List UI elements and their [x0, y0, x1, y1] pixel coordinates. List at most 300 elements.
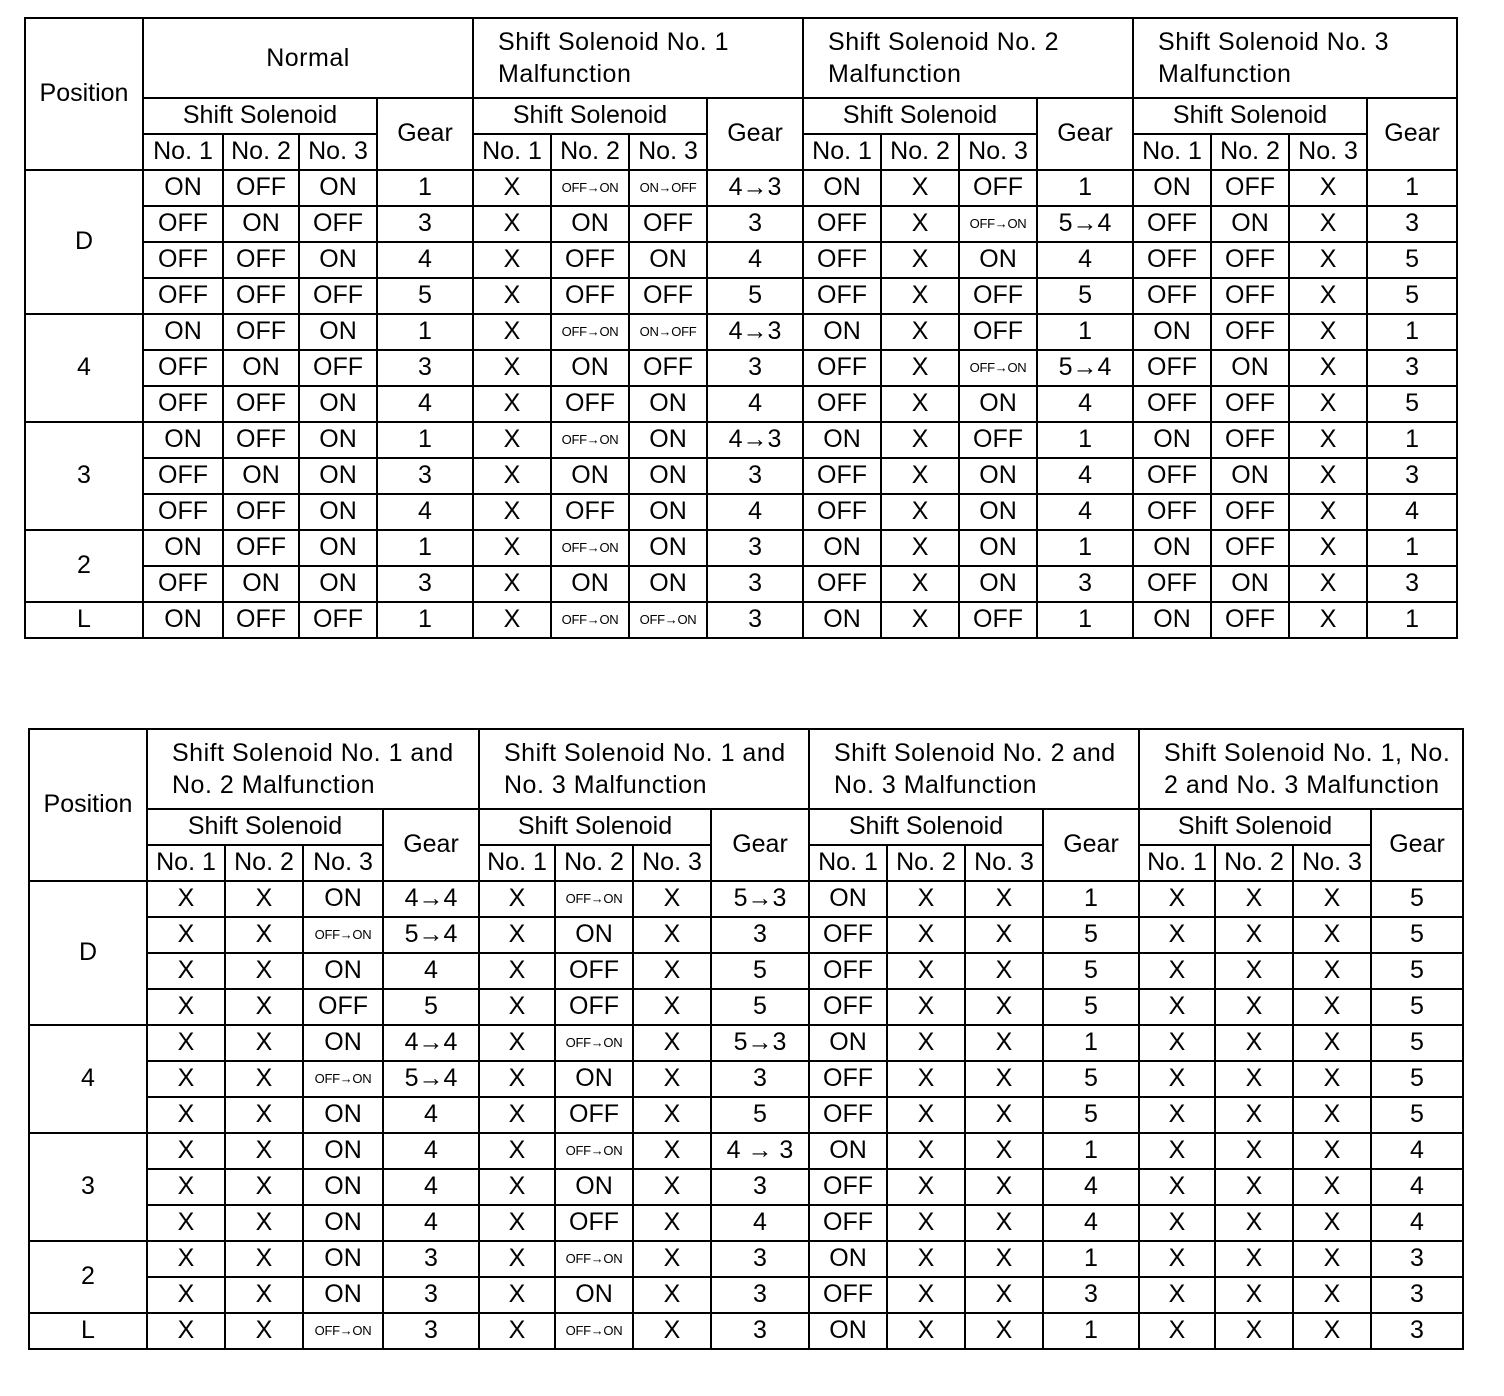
solenoid-number-header: No. 2 — [223, 134, 299, 170]
solenoid-state-cell: X — [225, 881, 303, 917]
solenoid-state-cell: ON — [629, 494, 707, 530]
gear-cell: 5 — [1043, 953, 1139, 989]
solenoid-state-cell: OFF — [803, 458, 881, 494]
shift-solenoid-header: Shift Solenoid — [809, 809, 1043, 845]
solenoid-state-cell: X — [225, 917, 303, 953]
gear-cell: 1 — [1037, 170, 1133, 206]
gear-cell: 4 — [1371, 1133, 1463, 1169]
solenoid-state-cell: X — [1215, 989, 1293, 1025]
gear-cell: 1 — [1367, 530, 1457, 566]
solenoid-state-cell: X — [1293, 1133, 1371, 1169]
solenoid-number-header: No. 1 — [803, 134, 881, 170]
solenoid-number-header: No. 1 — [809, 845, 887, 881]
gear-cell: 1 — [377, 314, 473, 350]
solenoid-state-cell: X — [881, 386, 959, 422]
solenoid-state-cell: OFF→ON — [551, 314, 629, 350]
solenoid-state-cell: X — [1139, 1241, 1215, 1277]
gear-cell: 4 — [1037, 386, 1133, 422]
solenoid-state-cell: X — [1139, 1169, 1215, 1205]
solenoid-state-cell: X — [473, 206, 551, 242]
gear-cell: 3 — [1371, 1277, 1463, 1313]
solenoid-number-header: No. 1 — [479, 845, 555, 881]
solenoid-state-cell: X — [1139, 881, 1215, 917]
solenoid-state-cell: X — [473, 350, 551, 386]
solenoid-number-header: No. 1 — [143, 134, 223, 170]
gear-cell: 4 — [1367, 494, 1457, 530]
solenoid-state-cell: X — [633, 1169, 711, 1205]
gear-cell: 5 — [1371, 881, 1463, 917]
solenoid-state-cell: ON — [303, 953, 383, 989]
gear-cell: 5→3 — [711, 1025, 809, 1061]
header-row — [25, 18, 1457, 98]
solenoid-state-cell: X — [1215, 1025, 1293, 1061]
solenoid-state-cell: X — [887, 1313, 965, 1349]
solenoid-state-cell: OFF — [555, 1097, 633, 1133]
subheader-row — [29, 809, 1463, 845]
solenoid-state-cell: OFF — [223, 494, 299, 530]
solenoid-number-header: No. 3 — [959, 134, 1037, 170]
gear-cell: 5 — [1043, 1097, 1139, 1133]
solenoid-number-header: No. 2 — [555, 845, 633, 881]
solenoid-state-cell: ON — [959, 566, 1037, 602]
solenoid-state-cell: OFF — [551, 386, 629, 422]
gear-cell: 1 — [377, 170, 473, 206]
solenoid-state-cell: OFF — [803, 494, 881, 530]
gear-cell: 4→3 — [707, 170, 803, 206]
position-label: D — [25, 170, 143, 314]
solenoid-state-cell: X — [965, 1277, 1043, 1313]
solenoid-state-cell: OFF — [959, 278, 1037, 314]
solenoid-state-cell: OFF — [629, 206, 707, 242]
solenoid-state-cell: OFF — [223, 422, 299, 458]
solenoid-state-cell: ON — [555, 917, 633, 953]
table-row — [25, 494, 1457, 530]
gear-cell: 4 — [1043, 1169, 1139, 1205]
solenoid-state-cell: X — [887, 1133, 965, 1169]
solenoid-state-cell: X — [1293, 1277, 1371, 1313]
gear-cell: 5 — [1367, 386, 1457, 422]
solenoid-state-cell: ON — [299, 458, 377, 494]
solenoid-state-cell: ON — [299, 422, 377, 458]
gear-header: Gear — [383, 809, 479, 881]
position-header: Position — [29, 729, 147, 881]
solenoid-number-header: No. 3 — [633, 845, 711, 881]
solenoid-state-cell: OFF — [803, 566, 881, 602]
solenoid-state-cell: OFF — [223, 314, 299, 350]
gear-cell: 4→3 — [707, 314, 803, 350]
solenoid-state-cell: X — [225, 1313, 303, 1349]
solenoid-state-cell: ON — [1133, 170, 1211, 206]
solenoid-state-cell: OFF — [1211, 602, 1289, 638]
gear-cell: 5 — [711, 1097, 809, 1133]
gear-cell: 1 — [1037, 422, 1133, 458]
solenoid-state-cell: ON — [959, 458, 1037, 494]
solenoid-state-cell: X — [965, 953, 1043, 989]
solenoid-state-cell: X — [887, 989, 965, 1025]
solenoid-state-cell: X — [1215, 1097, 1293, 1133]
solenoid-number-header: No. 2 — [1215, 845, 1293, 881]
gear-cell: 5 — [377, 278, 473, 314]
table-row — [25, 242, 1457, 278]
solenoid-state-cell: ON — [629, 386, 707, 422]
position-label: L — [29, 1313, 147, 1349]
solenoid-state-cell: X — [479, 1277, 555, 1313]
solenoid-state-cell: X — [225, 1169, 303, 1205]
solenoid-state-cell: OFF — [1211, 386, 1289, 422]
solenoid-state-cell: ON — [303, 1241, 383, 1277]
solenoid-state-cell: X — [473, 422, 551, 458]
gear-header: Gear — [377, 98, 473, 170]
solenoid-state-cell: OFF — [299, 602, 377, 638]
solenoid-state-cell: ON — [1211, 350, 1289, 386]
solenoid-state-cell: X — [887, 1241, 965, 1277]
gear-cell: 3 — [1367, 458, 1457, 494]
solenoid-state-cell: ON — [303, 1133, 383, 1169]
gear-cell: 3 — [383, 1277, 479, 1313]
normal-and-single-malfunction-table — [24, 17, 1458, 639]
solenoid-state-cell: OFF — [143, 350, 223, 386]
solenoid-number-header: No. 1 — [473, 134, 551, 170]
gear-cell: 4 — [383, 1097, 479, 1133]
gear-header: Gear — [711, 809, 809, 881]
solenoid-state-cell: X — [479, 1205, 555, 1241]
solenoid-state-cell: ON — [629, 242, 707, 278]
table-row — [25, 314, 1457, 350]
solenoid-state-cell: OFF — [299, 206, 377, 242]
shift-solenoid-header: Shift Solenoid — [473, 98, 707, 134]
solenoid-state-cell: X — [1289, 314, 1367, 350]
solenoid-state-cell: ON — [1133, 422, 1211, 458]
solenoid-state-cell: OFF — [1211, 422, 1289, 458]
solenoid-state-cell: X — [1139, 1097, 1215, 1133]
solenoid-state-cell: ON — [555, 1169, 633, 1205]
gear-cell: 5 — [1037, 278, 1133, 314]
solenoid-state-cell: OFF — [803, 242, 881, 278]
solenoid-state-cell: X — [1293, 1025, 1371, 1061]
solenoid-state-cell: X — [1139, 989, 1215, 1025]
gear-cell: 5 — [711, 953, 809, 989]
table-row — [25, 530, 1457, 566]
solenoid-state-cell: X — [147, 1097, 225, 1133]
solenoid-state-cell: OFF→ON — [555, 881, 633, 917]
solenoid-state-cell: X — [965, 881, 1043, 917]
position-label: D — [29, 881, 147, 1025]
solenoid-state-cell: OFF — [1211, 530, 1289, 566]
solenoid-state-cell: OFF — [223, 530, 299, 566]
solenoid-state-cell: ON — [303, 1277, 383, 1313]
solenoid-state-cell: ON — [803, 602, 881, 638]
solenoid-state-cell: X — [887, 917, 965, 953]
solenoid-state-cell: X — [887, 1169, 965, 1205]
solenoid-state-cell: X — [633, 1133, 711, 1169]
gear-cell: 3 — [707, 602, 803, 638]
gear-cell: 3 — [707, 530, 803, 566]
solenoid-state-cell: X — [147, 1025, 225, 1061]
solenoid-state-cell: X — [225, 1061, 303, 1097]
solenoid-state-cell: OFF — [555, 1205, 633, 1241]
solenoid-state-cell: ON — [143, 170, 223, 206]
gear-cell: 3 — [1043, 1277, 1139, 1313]
solenoid-state-cell: ON — [809, 1025, 887, 1061]
solenoid-state-cell: OFF→ON — [555, 1025, 633, 1061]
solenoid-state-cell: OFF→ON — [303, 917, 383, 953]
group-header: Shift Solenoid No. 1 and No. 3 Malfunction — [479, 729, 809, 809]
solenoid-state-cell: X — [473, 278, 551, 314]
solenoid-state-cell: X — [1289, 458, 1367, 494]
solenoid-state-cell: X — [147, 1061, 225, 1097]
solenoid-state-cell: X — [887, 1205, 965, 1241]
table-row — [29, 1169, 1463, 1205]
solenoid-state-cell: X — [473, 602, 551, 638]
solenoid-state-cell: OFF→ON — [551, 602, 629, 638]
solenoid-state-cell: X — [633, 1241, 711, 1277]
solenoid-state-cell: OFF — [809, 917, 887, 953]
position-label: 2 — [25, 530, 143, 602]
solenoid-state-cell: OFF — [629, 350, 707, 386]
gear-cell: 3 — [711, 1169, 809, 1205]
gear-cell: 3 — [707, 350, 803, 386]
gear-cell: 4 — [383, 1169, 479, 1205]
gear-cell: 4 — [1037, 494, 1133, 530]
solenoid-state-cell: X — [225, 989, 303, 1025]
table-row — [25, 422, 1457, 458]
position-label: 4 — [25, 314, 143, 422]
solenoid-state-cell: OFF — [223, 242, 299, 278]
solenoid-state-cell: OFF — [1133, 494, 1211, 530]
solenoid-state-cell: OFF→ON — [551, 530, 629, 566]
solenoid-state-cell: ON — [299, 566, 377, 602]
solenoid-state-cell: ON — [1211, 458, 1289, 494]
shift-solenoid-header: Shift Solenoid — [1139, 809, 1371, 845]
group-header: Shift Solenoid No. 2 and No. 3 Malfunction — [809, 729, 1139, 809]
solenoid-state-cell: X — [965, 1241, 1043, 1277]
solenoid-state-cell: X — [1215, 917, 1293, 953]
solenoid-state-cell: OFF — [803, 278, 881, 314]
gear-cell: 5 — [1043, 917, 1139, 953]
solenoid-state-cell: X — [887, 1097, 965, 1133]
solenoid-state-cell: X — [1293, 1313, 1371, 1349]
solenoid-state-cell: X — [887, 1061, 965, 1097]
solenoid-state-cell: X — [473, 314, 551, 350]
solenoid-state-cell: X — [1293, 953, 1371, 989]
solenoid-state-cell: ON — [303, 881, 383, 917]
solenoid-state-cell: X — [881, 278, 959, 314]
gear-cell: 1 — [377, 530, 473, 566]
gear-cell: 5→3 — [711, 881, 809, 917]
table-row — [25, 602, 1457, 638]
gear-cell: 5 — [1371, 953, 1463, 989]
solenoid-state-cell: X — [633, 1313, 711, 1349]
table-row — [29, 917, 1463, 953]
gear-cell: 3 — [707, 206, 803, 242]
solenoid-state-cell: ON — [551, 350, 629, 386]
solenoid-state-cell: OFF — [1133, 350, 1211, 386]
gear-cell: 3 — [711, 1241, 809, 1277]
gear-cell: 3 — [1367, 206, 1457, 242]
solenoid-state-cell: X — [479, 1133, 555, 1169]
gear-cell: 4 — [383, 1133, 479, 1169]
solenoid-state-cell: X — [887, 1025, 965, 1061]
solenoid-state-cell: ON — [809, 1313, 887, 1349]
solenoid-state-cell: X — [147, 1205, 225, 1241]
solenoid-number-header: No. 2 — [887, 845, 965, 881]
group-header: Shift Solenoid No. 1 and No. 2 Malfunction — [147, 729, 479, 809]
table-row — [29, 1313, 1463, 1349]
solenoid-state-cell: X — [473, 566, 551, 602]
gear-cell: 4 — [707, 242, 803, 278]
solenoid-state-cell: X — [881, 170, 959, 206]
solenoid-state-cell: OFF — [809, 1205, 887, 1241]
solenoid-state-cell: X — [479, 1313, 555, 1349]
solenoid-state-cell: X — [633, 881, 711, 917]
solenoid-state-cell: ON — [803, 314, 881, 350]
gear-cell: 1 — [1367, 602, 1457, 638]
position-label: L — [25, 602, 143, 638]
table-row — [25, 350, 1457, 386]
solenoid-state-cell: OFF — [809, 1097, 887, 1133]
solenoid-state-cell: X — [965, 1313, 1043, 1349]
gear-header: Gear — [1043, 809, 1139, 881]
gear-cell: 4 — [377, 494, 473, 530]
gear-cell: 4 — [1037, 242, 1133, 278]
solenoid-state-cell: OFF — [143, 386, 223, 422]
solenoid-state-cell: OFF — [223, 278, 299, 314]
solenoid-state-cell: X — [1215, 1241, 1293, 1277]
solenoid-number-header: No. 1 — [147, 845, 225, 881]
table-row — [25, 278, 1457, 314]
gear-cell: 5 — [1367, 278, 1457, 314]
solenoid-state-cell: OFF→ON — [555, 1313, 633, 1349]
solenoid-state-cell: ON — [809, 881, 887, 917]
solenoid-state-cell: X — [1139, 1205, 1215, 1241]
gear-cell: 4 — [1371, 1169, 1463, 1205]
solenoid-number-header: No. 2 — [551, 134, 629, 170]
solenoid-state-cell: X — [633, 1277, 711, 1313]
solenoid-state-cell: ON — [299, 170, 377, 206]
gear-cell: 5→4 — [383, 1061, 479, 1097]
solenoid-state-cell: ON — [303, 1097, 383, 1133]
solenoid-state-cell: OFF — [809, 989, 887, 1025]
gear-cell: 3 — [1367, 350, 1457, 386]
table-row — [25, 386, 1457, 422]
gear-cell: 1 — [1037, 530, 1133, 566]
gear-cell: 5 — [1371, 917, 1463, 953]
solenoid-state-cell: OFF→ON — [551, 422, 629, 458]
solenoid-state-cell: X — [1215, 1313, 1293, 1349]
solenoid-state-cell: X — [887, 953, 965, 989]
table-row — [25, 566, 1457, 602]
solenoid-state-cell: X — [633, 917, 711, 953]
solenoid-state-cell: ON — [809, 1241, 887, 1277]
table-row — [25, 206, 1457, 242]
group-header: Shift Solenoid No. 3 Malfunction — [1133, 18, 1457, 98]
solenoid-state-cell: ON — [1211, 206, 1289, 242]
table-row — [29, 881, 1463, 917]
header-row — [29, 729, 1463, 809]
solenoid-state-cell: ON — [143, 602, 223, 638]
solenoid-state-cell: OFF — [1211, 242, 1289, 278]
solenoid-state-cell: X — [479, 1061, 555, 1097]
solenoid-state-cell: OFF — [959, 314, 1037, 350]
gear-cell: 1 — [1367, 170, 1457, 206]
solenoid-state-cell: X — [1289, 494, 1367, 530]
gear-cell: 1 — [1043, 1133, 1139, 1169]
solenoid-state-cell: X — [225, 1133, 303, 1169]
solenoid-state-cell: X — [881, 494, 959, 530]
solenoid-state-cell: ON→OFF — [629, 170, 707, 206]
solenoid-state-cell: X — [1215, 1205, 1293, 1241]
solenoid-state-cell: ON — [299, 314, 377, 350]
gear-cell: 1 — [1043, 1241, 1139, 1277]
solenoid-state-cell: ON→OFF — [629, 314, 707, 350]
solenoid-state-cell: ON — [555, 1061, 633, 1097]
solenoid-state-cell: ON — [551, 566, 629, 602]
gear-cell: 1 — [1037, 602, 1133, 638]
solenoid-state-cell: X — [1289, 242, 1367, 278]
solenoid-state-cell: OFF — [1133, 458, 1211, 494]
gear-cell: 1 — [1037, 314, 1133, 350]
solenoid-state-cell: X — [881, 530, 959, 566]
gear-cell: 3 — [711, 917, 809, 953]
solenoid-state-cell: X — [1289, 530, 1367, 566]
solenoid-state-cell: X — [147, 881, 225, 917]
gear-cell: 5 — [1043, 1061, 1139, 1097]
position-label: 4 — [29, 1025, 147, 1133]
gear-cell: 5→4 — [1037, 206, 1133, 242]
solenoid-state-cell: OFF — [1133, 206, 1211, 242]
solenoid-state-cell: X — [1139, 1313, 1215, 1349]
solenoid-state-cell: X — [965, 917, 1043, 953]
solenoid-state-cell: X — [479, 1169, 555, 1205]
solenoid-state-cell: ON — [629, 530, 707, 566]
solenoid-state-cell: X — [1139, 1025, 1215, 1061]
solenoid-state-cell: X — [1215, 1169, 1293, 1205]
solenoid-state-cell: X — [225, 1097, 303, 1133]
solenoid-state-cell: ON — [223, 350, 299, 386]
position-header: Position — [25, 18, 143, 170]
solenoid-state-cell: OFF→ON — [551, 170, 629, 206]
solenoid-state-cell: OFF→ON — [555, 1133, 633, 1169]
solenoid-state-cell: X — [473, 530, 551, 566]
gear-cell: 1 — [377, 422, 473, 458]
table-row — [29, 1061, 1463, 1097]
solenoid-state-cell: OFF — [803, 386, 881, 422]
gear-cell: 3 — [711, 1313, 809, 1349]
solenoid-state-cell: X — [225, 1277, 303, 1313]
solenoid-state-cell: ON — [223, 206, 299, 242]
gear-cell: 3 — [377, 566, 473, 602]
solenoid-state-cell: X — [479, 1241, 555, 1277]
solenoid-state-cell: ON — [629, 566, 707, 602]
gear-cell: 1 — [1043, 1025, 1139, 1061]
solenoid-state-cell: OFF→ON — [959, 350, 1037, 386]
gear-cell: 3 — [707, 566, 803, 602]
table-row — [25, 170, 1457, 206]
solenoid-state-cell: X — [479, 1097, 555, 1133]
solenoid-state-cell: X — [1293, 881, 1371, 917]
solenoid-state-cell: X — [479, 953, 555, 989]
solenoid-state-cell: ON — [551, 458, 629, 494]
solenoid-state-cell: OFF — [629, 278, 707, 314]
solenoid-state-cell: ON — [959, 242, 1037, 278]
gear-cell: 3 — [1367, 566, 1457, 602]
gear-cell: 3 — [383, 1313, 479, 1349]
gear-cell: 4 — [1037, 458, 1133, 494]
solenoid-state-cell: X — [633, 1025, 711, 1061]
solenoid-state-cell: X — [633, 1205, 711, 1241]
solenoid-number-header: No. 2 — [1211, 134, 1289, 170]
solenoid-state-cell: X — [225, 1205, 303, 1241]
